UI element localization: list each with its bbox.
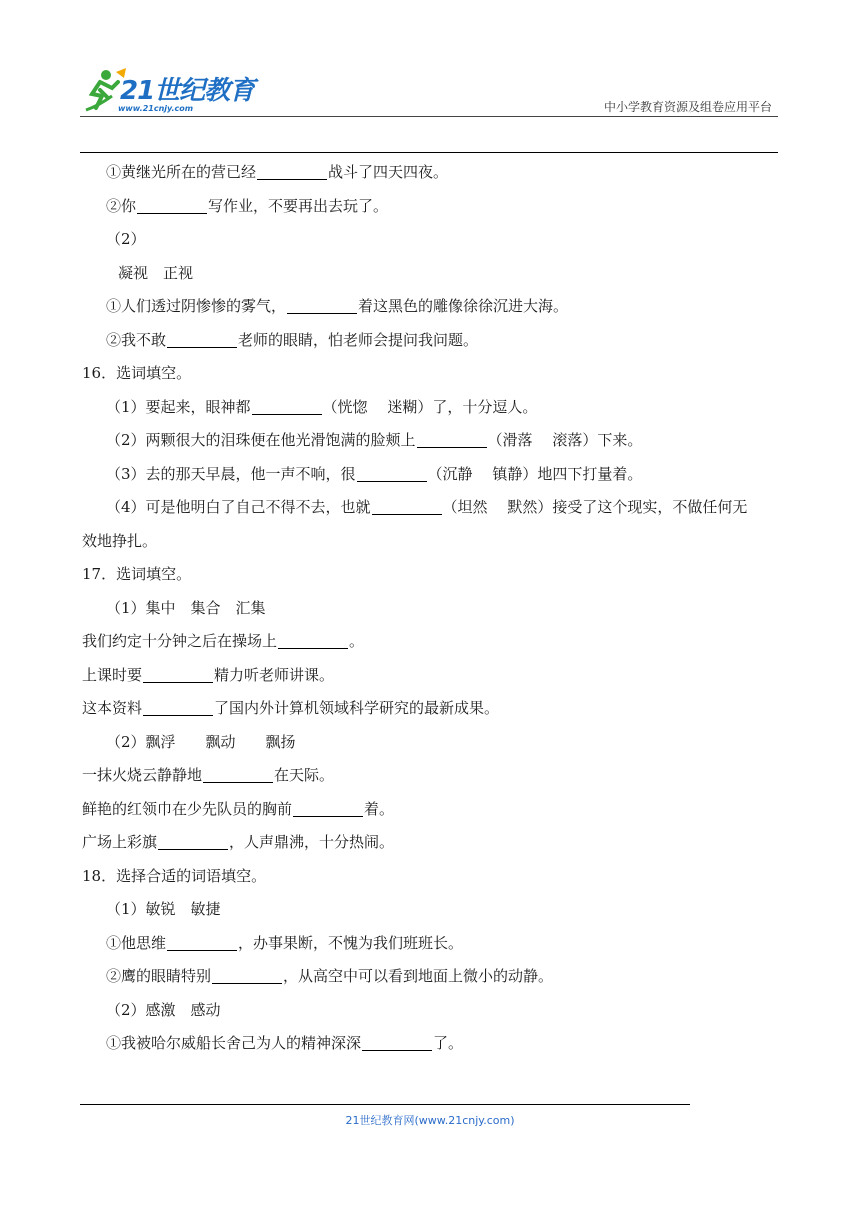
question-line: ①他思维 ，办事果断，不愧为我们班班长。 <box>106 933 464 952</box>
word-choices: 凝视 正视 <box>118 263 194 282</box>
question-line: 鲜艳的红领巾在少先队员的胸前 着。 <box>82 799 395 818</box>
answer-blank[interactable] <box>167 329 237 348</box>
answer-blank[interactable] <box>287 295 357 314</box>
header-divider-bottom <box>80 152 778 153</box>
question-line: ②鹰的眼睛特别 ，从高空中可以看到地面上微小的动静。 <box>106 967 554 985</box>
question-line: ①我被哈尔威船长舍己为人的精神深深 了。 <box>106 1034 464 1052</box>
question-line: 这本资料 了国内外计算机领域科学研究的最新成果。 <box>82 699 500 717</box>
footer-link[interactable]: 21世纪教育网(www.21cnjy.com) <box>345 1114 515 1127</box>
question-line: ②我不敢 老师的眼睛，怕老师会提问我问题。 <box>106 330 479 349</box>
answer-blank[interactable] <box>158 831 228 850</box>
answer-blank[interactable] <box>357 463 427 482</box>
subquestion-number: （2） <box>106 230 146 248</box>
word-choices: （2）感激 感动 <box>106 1000 221 1019</box>
word-choices: （2）飘浮 飘动 飘扬 <box>106 732 296 751</box>
answer-blank[interactable] <box>167 932 237 951</box>
logo-text: 21世纪教育 <box>120 76 255 106</box>
question-line: （1）要起来，眼神都 （恍惚 迷糊）了，十分逗人。 <box>106 397 538 416</box>
question-line: （2）两颗很大的泪珠便在他光滑饱满的脸颊上 （滑落 滚落）下来。 <box>106 431 643 449</box>
question-line: 一抹火烧云静静地 在天际。 <box>82 766 335 784</box>
worksheet-body <box>82 156 782 1061</box>
question-line: 我们约定十分钟之后在操场上 。 <box>82 632 365 650</box>
question-line: ①黄继光所在的营已经 战斗了四天四夜。 <box>106 163 449 181</box>
answer-blank[interactable] <box>252 396 322 415</box>
question-heading-18: 18．选择合适的词语填空。 <box>82 866 267 885</box>
answer-blank[interactable] <box>278 630 348 649</box>
question-line: ①人们透过阴惨惨的雾气， 着这黑色的雕像徐徐沉进大海。 <box>106 297 569 315</box>
word-choices: （1）敏锐 敏捷 <box>106 900 221 918</box>
answer-blank[interactable] <box>293 798 363 817</box>
question-line: ②你 写作业，不要再出去玩了。 <box>106 196 389 215</box>
footer-divider <box>80 1104 690 1105</box>
question-line: （4）可是他明白了自己不得不去，也就 （坦然 默然）接受了这个现实，不做任何无 <box>106 498 748 516</box>
header-divider <box>80 116 778 117</box>
answer-blank[interactable] <box>203 764 273 783</box>
question-heading-17: 17．选词填空。 <box>82 565 192 583</box>
answer-blank[interactable] <box>417 429 487 448</box>
question-heading-16: 16．选词填空。 <box>82 364 192 382</box>
header-tagline: 中小学教育资源及组卷应用平台 <box>603 100 772 114</box>
answer-blank[interactable] <box>372 496 442 515</box>
question-line-continued: 效地挣扎。 <box>82 531 158 550</box>
answer-blank[interactable] <box>362 1032 432 1051</box>
answer-blank[interactable] <box>137 195 207 214</box>
question-line: 广场上彩旗 ，人声鼎沸，十分热闹。 <box>82 833 395 851</box>
answer-blank[interactable] <box>257 161 327 180</box>
answer-blank[interactable] <box>143 697 213 716</box>
answer-blank[interactable] <box>143 664 213 683</box>
logo-url: www.21cnjy.com <box>118 104 194 113</box>
question-line: （3）去的那天早晨，他一声不响，很 （沉静 镇静）地四下打量着。 <box>106 464 643 483</box>
answer-blank[interactable] <box>212 965 282 984</box>
word-choices: （1）集中 集合 汇集 <box>106 598 266 617</box>
question-line: 上课时要 精力听老师讲课。 <box>82 665 335 684</box>
